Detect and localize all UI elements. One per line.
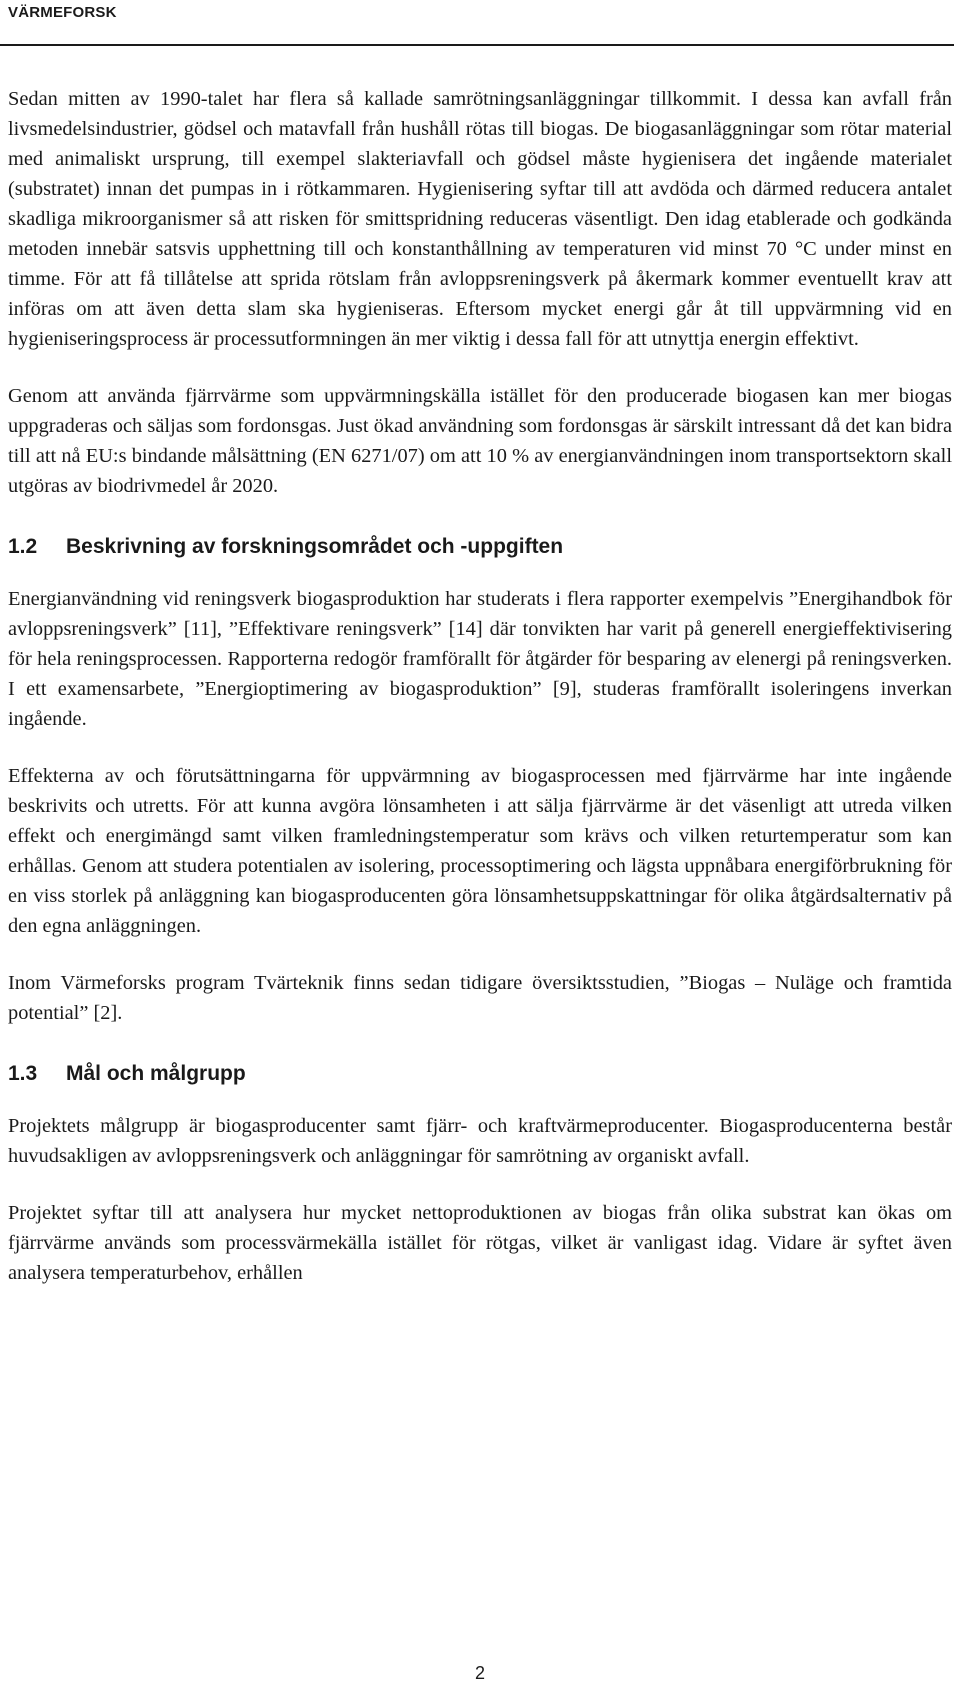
paragraph-1-2-2: Effekterna av och förutsättningarna för uppvärmning av biogasprocessen med fjärrvärme har inte ingående beskrivits och utretts. För att kunna avgöra lönsamheten i att sälja fjärrvärme är det väsenligt att utreda vilken effekt och energimängd samt vilken framledningstemperatur som krävs och vilken returtemperatur som kan erhållas. Genom att studera potentialen av isolering, processoptimering och lägsta uppnåbara energiförbrukning för en viss storlek på anläggning kan biogasproducenten göra lönsamhetsuppskattningar för olika åtgärdsalternativ på den egna anläggningen. [8, 765, 952, 937]
section-number: 1.2 [8, 535, 38, 558]
paragraph-1-2-3: Inom Värmeforsks program Tvärteknik finns sedan tidigare översiktsstudien, ”Biogas – Nuläge och framtida potential” [2]. [8, 972, 952, 1024]
section-heading-1-2 [8, 532, 952, 562]
section-number: 1.3 [8, 1062, 38, 1085]
paragraph-1-3-2: Projektet syftar till att analysera hur mycket nettoproduktionen av biogas från olika substrat kan ökas om fjärrvärme används som processvärmekälla istället för rötgas, vilket är vanligast idag. Vidare är syftet även analysera temperaturbehov, erhållen [8, 1202, 952, 1284]
paragraph-intro-1: Sedan mitten av 1990-talet har flera så kallade samrötningsanläggningar tillkommit. I dessa kan avfall från livsmedelsindustrier, gödsel och matavfall från hushåll rötas till biogas. De biogasanläggningar som rötar material med animaliskt ursprung, till exempel slakteriavfall och gödsel måste hygienisera det ingående materialet (substratet) innan det pumpas in i rötkammaren. Hygienisering syftar till att avdöda och därmed reducera antalet skadliga mikroorganismer så att risken för smittspridning reduceras väsentligt. Den idag etablerade och godkända metoden innebär satsvis upphettning till och konstanthållning av temperaturen vid minst 70 °C under minst en timme. För att få tillåtelse att sprida rötslam från avloppsreningsverk på åkermark kommer eventuellt krav att införas om att även detta slam ska hygieniseras. Eftersom mycket energi går åt till uppvärmning vid en hygieniseringsprocess är processutformningen än mer viktig i dessa fall för att utnyttja energin effektivt. [8, 88, 952, 350]
paragraph-1-2-1: Energianvändning vid reningsverk biogasproduktion har studerats i flera rapporter exempelvis ”Energihandbok för avloppsreningsverk” [11], ”Effektivare reningsverk” [14] där tonvikten har varit på generell energieffektivisering för hela reningsprocessen. Rapporterna redogör framförallt för åtgärder för besparing av elenergi på reningsverken. I ett examensarbete, ”Energioptimering av biogasproduktion” [9], studeras framförallt isoleringens inverkan ingående. [8, 588, 952, 730]
section-title: Mål och målgrupp [66, 1062, 246, 1085]
header-org: VÄRMEFORSK [8, 4, 117, 21]
paragraph-1-3-1: Projektets målgrupp är biogasproducenter samt fjärr- och kraftvärmeproducenter. Biogasproducenterna består huvudsakligen av avloppsreningsverk och anläggningar för samrötning av organiskt avfall. [8, 1115, 952, 1167]
paragraph-intro-2: Genom att använda fjärrvärme som uppvärmningskälla istället för den producerade biogasen kan mer biogas uppgraderas och säljas som fordonsgas. Just ökad användning som fordonsgas är särskilt intressant då det kan bidra till att nå EU:s bindande målsättning (EN 6271/07) om att 10 % av energianvändningen inom transportsektorn skall utgöras av biodrivmedel år 2020. [8, 385, 952, 497]
page-number: 2 [474, 1663, 485, 1683]
section-heading-1-3 [8, 1059, 952, 1089]
section-title: Beskrivning av forskningsområdet och -uppgiften [66, 535, 564, 558]
page-body [8, 84, 952, 1288]
header-divider [0, 44, 954, 46]
